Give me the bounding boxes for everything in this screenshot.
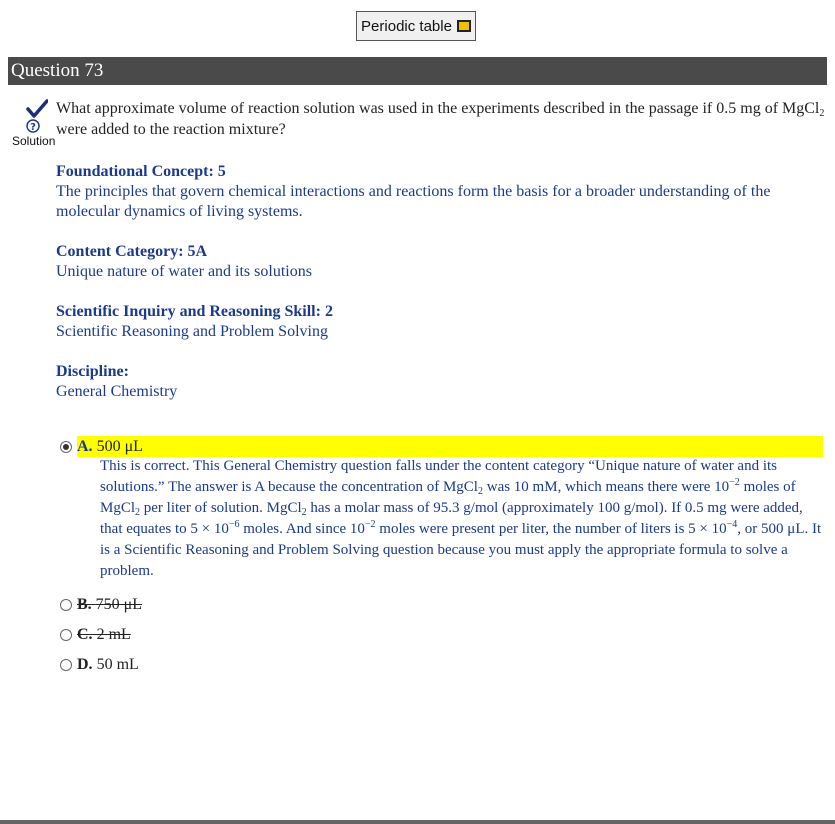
option-d[interactable] [60, 655, 139, 675]
explanation-text: , or 500 μL. It is a Scientific Reasoning and Problem Solving question because you must apply the appropriate formula to solve a problem. [100, 521, 822, 579]
question-text-sub: 2 [819, 108, 825, 119]
option-b-letter: B. [77, 596, 92, 613]
option-c-text: 2 mL [96, 626, 131, 643]
section-title: Content Category: 5A [56, 243, 208, 260]
section-title: Foundational Concept: 5 [56, 163, 226, 180]
section-body: The principles that govern chemical interactions and reactions form the basis for a broader understanding of the molecular dynamics of living systems. [56, 183, 771, 220]
section-body: General Chemistry [56, 383, 178, 400]
option-d-radio[interactable] [60, 659, 72, 671]
option-c-letter: C. [77, 626, 93, 643]
option-b-text: 750 μL [95, 596, 143, 613]
explanation-sup: −4 [726, 519, 738, 530]
solution-label[interactable]: Solution [12, 134, 56, 148]
option-d-letter: D. [77, 656, 93, 673]
solution-question-icon[interactable] [26, 119, 40, 133]
question-text [56, 98, 826, 140]
explanation-sub: 2 [477, 486, 483, 497]
explanation-text: moles were present per liter, the number of liters is 5 × 10 [375, 521, 727, 537]
explanation-text: moles of MgCl [100, 479, 796, 516]
answer-explanation [100, 456, 825, 582]
option-a[interactable] [60, 437, 143, 457]
foundational-concept-section [56, 162, 816, 222]
question-text-part1: What approximate volume of reaction solution was used in the experiments described in the passage if 0.5 mg of MgCl [56, 100, 820, 117]
question-text-part2: were added to the reaction mixture? [56, 121, 286, 138]
explanation-text: per liter of solution. MgCl [140, 500, 302, 516]
section-title: Scientific Inquiry and Reasoning Skill: 2 [56, 303, 333, 320]
periodic-table-label: Periodic table [361, 17, 452, 35]
section-body: Scientific Reasoning and Problem Solving [56, 323, 328, 340]
explanation-sup: −2 [364, 519, 376, 530]
explanation-sup: −6 [228, 519, 240, 530]
option-b[interactable] [60, 595, 142, 615]
option-b-radio[interactable] [60, 599, 72, 611]
option-a-highlight [77, 436, 823, 457]
explanation-text: has a molar mass of 95.3 g/mol (approximately 100 g/mol). If 0.5 mg were added, that equates to 5 × 10 [100, 500, 803, 537]
svg-text:?: ? [30, 122, 36, 133]
option-c-radio[interactable] [60, 629, 72, 641]
section-body: Unique nature of water and its solutions [56, 263, 312, 280]
checkmark-icon [26, 98, 48, 120]
option-a-radio[interactable] [60, 441, 72, 453]
explanation-text: This is correct. This General Chemistry question falls under the content category “Unique nature of water and its solutions.” The answer is A because the concentration of MgCl [100, 458, 778, 495]
question-header: Question 73 [8, 57, 827, 85]
explanation-text: was 10 mM, which means there were 10 [482, 479, 730, 495]
reasoning-skill-section [56, 302, 816, 342]
explanation-sub: 2 [301, 507, 307, 518]
option-c[interactable] [60, 625, 131, 645]
explanation-sup: −2 [729, 477, 740, 488]
discipline-section [56, 362, 816, 402]
content-category-section [56, 242, 816, 282]
option-a-text: 500 μL [96, 438, 143, 455]
explanation-text: moles. And since 10 [239, 521, 365, 537]
periodic-table-button[interactable] [356, 11, 476, 41]
explanation-sub: 2 [135, 507, 141, 518]
bottom-divider [0, 820, 835, 824]
section-title: Discipline: [56, 363, 129, 380]
option-d-text: 50 mL [96, 656, 139, 673]
periodic-table-icon [457, 20, 471, 32]
option-a-letter: A. [77, 438, 93, 455]
